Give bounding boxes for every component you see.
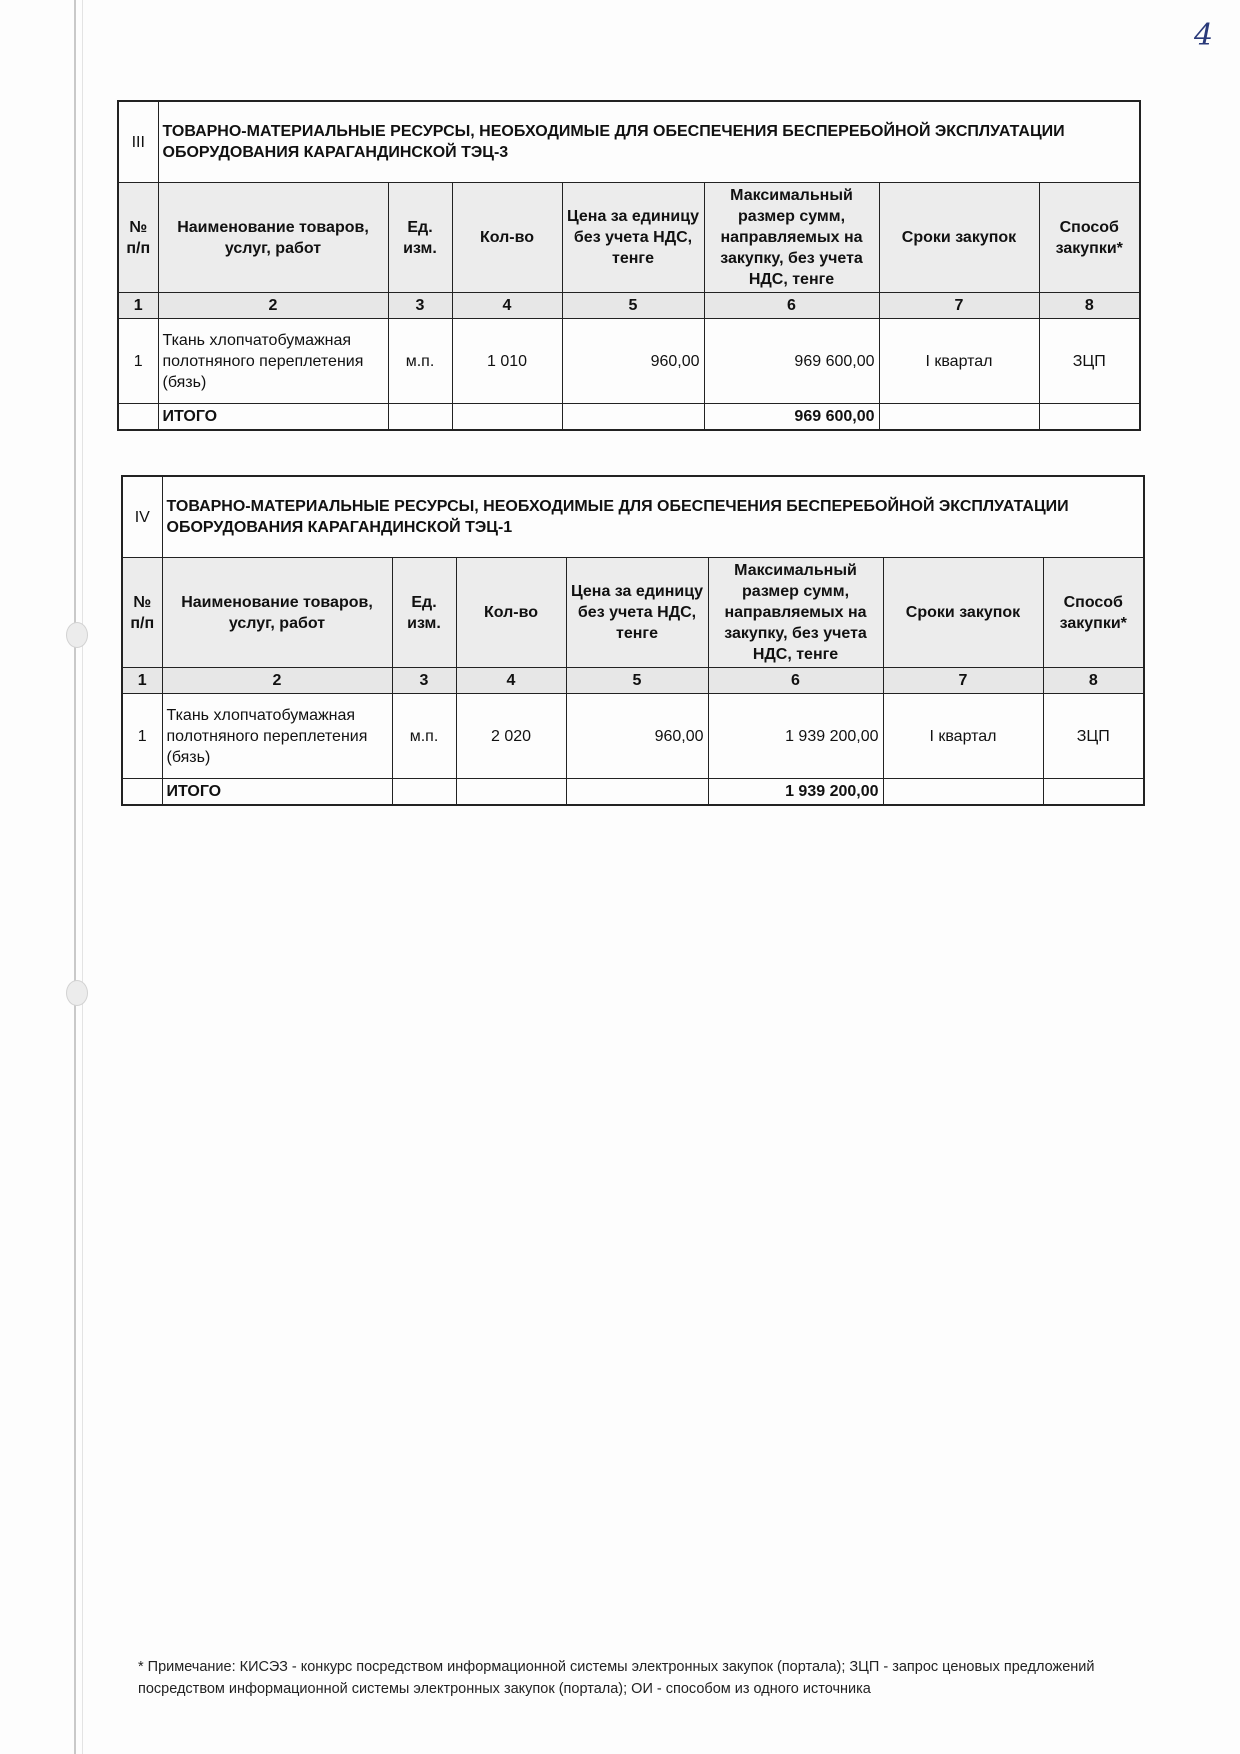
row-qty: 1 010 — [452, 319, 562, 404]
row-max-sum: 1 939 200,00 — [708, 694, 883, 779]
row-unit: м.п. — [388, 319, 452, 404]
total-empty-cell — [452, 404, 562, 431]
section-roman-number: III — [118, 101, 158, 183]
total-empty-cell — [392, 779, 456, 806]
total-empty-cell — [122, 779, 162, 806]
total-empty-cell — [879, 404, 1039, 431]
section-roman-number: IV — [122, 476, 162, 558]
binder-edge-line — [74, 0, 76, 1754]
footnote: * Примечание: КИСЭЗ - конкурс посредством информационной системы электронных закупок (портала); ЗЦП - запрос ценовых предложений посредством информационной системы электронных закупок (портала); ОИ - способом из одного источника — [138, 1659, 1095, 1697]
column-number-row — [118, 293, 1140, 319]
col-header-qty: Кол-во — [456, 558, 566, 668]
col-number: 5 — [562, 293, 704, 319]
col-header-num: № п/п — [122, 558, 162, 668]
table-row — [118, 319, 1140, 404]
section-header-row — [118, 101, 1140, 183]
punch-hole — [66, 980, 88, 1006]
total-row — [118, 404, 1140, 431]
col-number: 8 — [1039, 293, 1140, 319]
section-title: ТОВАРНО-МАТЕРИАЛЬНЫЕ РЕСУРСЫ, НЕОБХОДИМЫЕ ДЛЯ ОБЕСПЕЧЕНИЯ БЕСПЕРЕБОЙНОЙ ЭКСПЛУАТАЦИИ ОБОРУДОВАНИЯ КАРАГАНДИНСКОЙ ТЭЦ-3 — [158, 101, 1140, 183]
row-method: ЗЦП — [1039, 319, 1140, 404]
col-header-price: Цена за единицу без учета НДС, тенге — [562, 183, 704, 293]
col-header-max-sum: Максимальный размер сумм, направляемых на закупку, без учета НДС, тенге — [708, 558, 883, 668]
col-header-max-sum: Максимальный размер сумм, направляемых на закупку, без учета НДС, тенге — [704, 183, 879, 293]
col-number: 6 — [708, 668, 883, 694]
total-label: ИТОГО — [162, 779, 392, 806]
col-number: 7 — [879, 293, 1039, 319]
col-header-name: Наименование товаров, услуг, работ — [158, 183, 388, 293]
row-price: 960,00 — [562, 319, 704, 404]
col-number: 2 — [158, 293, 388, 319]
column-header-row — [122, 558, 1144, 668]
col-header-num: № п/п — [118, 183, 158, 293]
total-empty-cell — [562, 404, 704, 431]
col-number: 8 — [1043, 668, 1144, 694]
col-header-name: Наименование товаров, услуг, работ — [162, 558, 392, 668]
row-qty: 2 020 — [456, 694, 566, 779]
col-header-unit: Ед. изм. — [392, 558, 456, 668]
total-empty-cell — [1039, 404, 1140, 431]
section-title: ТОВАРНО-МАТЕРИАЛЬНЫЕ РЕСУРСЫ, НЕОБХОДИМЫЕ ДЛЯ ОБЕСПЕЧЕНИЯ БЕСПЕРЕБОЙНОЙ ЭКСПЛУАТАЦИИ ОБОРУДОВАНИЯ КАРАГАНДИНСКОЙ ТЭЦ-1 — [162, 476, 1144, 558]
total-empty-cell — [388, 404, 452, 431]
total-label: ИТОГО — [158, 404, 388, 431]
col-number: 2 — [162, 668, 392, 694]
total-empty-cell — [883, 779, 1043, 806]
total-row — [122, 779, 1144, 806]
punch-hole — [66, 622, 88, 648]
row-max-sum: 969 600,00 — [704, 319, 879, 404]
col-number: 5 — [566, 668, 708, 694]
col-header-qty: Кол-во — [452, 183, 562, 293]
col-header-method: Способ закупки* — [1039, 183, 1140, 293]
table-row — [122, 694, 1144, 779]
total-empty-cell — [118, 404, 158, 431]
total-empty-cell — [456, 779, 566, 806]
row-price: 960,00 — [566, 694, 708, 779]
col-header-unit: Ед. изм. — [388, 183, 452, 293]
col-number: 1 — [122, 668, 162, 694]
col-number: 4 — [452, 293, 562, 319]
section-header-row — [122, 476, 1144, 558]
row-name: Ткань хлопчатобумажная полотняного переплетения (бязь) — [162, 694, 392, 779]
row-num: 1 — [122, 694, 162, 779]
row-name: Ткань хлопчатобумажная полотняного переплетения (бязь) — [158, 319, 388, 404]
column-header-row — [118, 183, 1140, 293]
total-value: 1 939 200,00 — [708, 779, 883, 806]
row-num: 1 — [118, 319, 158, 404]
section-table-iv — [121, 475, 1145, 806]
handwritten-page-number: 4 — [1194, 18, 1214, 53]
binder-edge-shadow — [82, 0, 83, 1754]
col-number: 3 — [392, 668, 456, 694]
col-number: 3 — [388, 293, 452, 319]
column-number-row — [122, 668, 1144, 694]
total-value: 969 600,00 — [704, 404, 879, 431]
col-header-method: Способ закупки* — [1043, 558, 1144, 668]
row-unit: м.п. — [392, 694, 456, 779]
section-table-iii — [117, 100, 1141, 431]
col-number: 7 — [883, 668, 1043, 694]
col-number: 1 — [118, 293, 158, 319]
col-header-price: Цена за единицу без учета НДС, тенге — [566, 558, 708, 668]
total-empty-cell — [566, 779, 708, 806]
col-header-term: Сроки закупок — [879, 183, 1039, 293]
row-method: ЗЦП — [1043, 694, 1144, 779]
row-term: I квартал — [883, 694, 1043, 779]
total-empty-cell — [1043, 779, 1144, 806]
col-header-term: Сроки закупок — [883, 558, 1043, 668]
col-number: 4 — [456, 668, 566, 694]
col-number: 6 — [704, 293, 879, 319]
row-term: I квартал — [879, 319, 1039, 404]
